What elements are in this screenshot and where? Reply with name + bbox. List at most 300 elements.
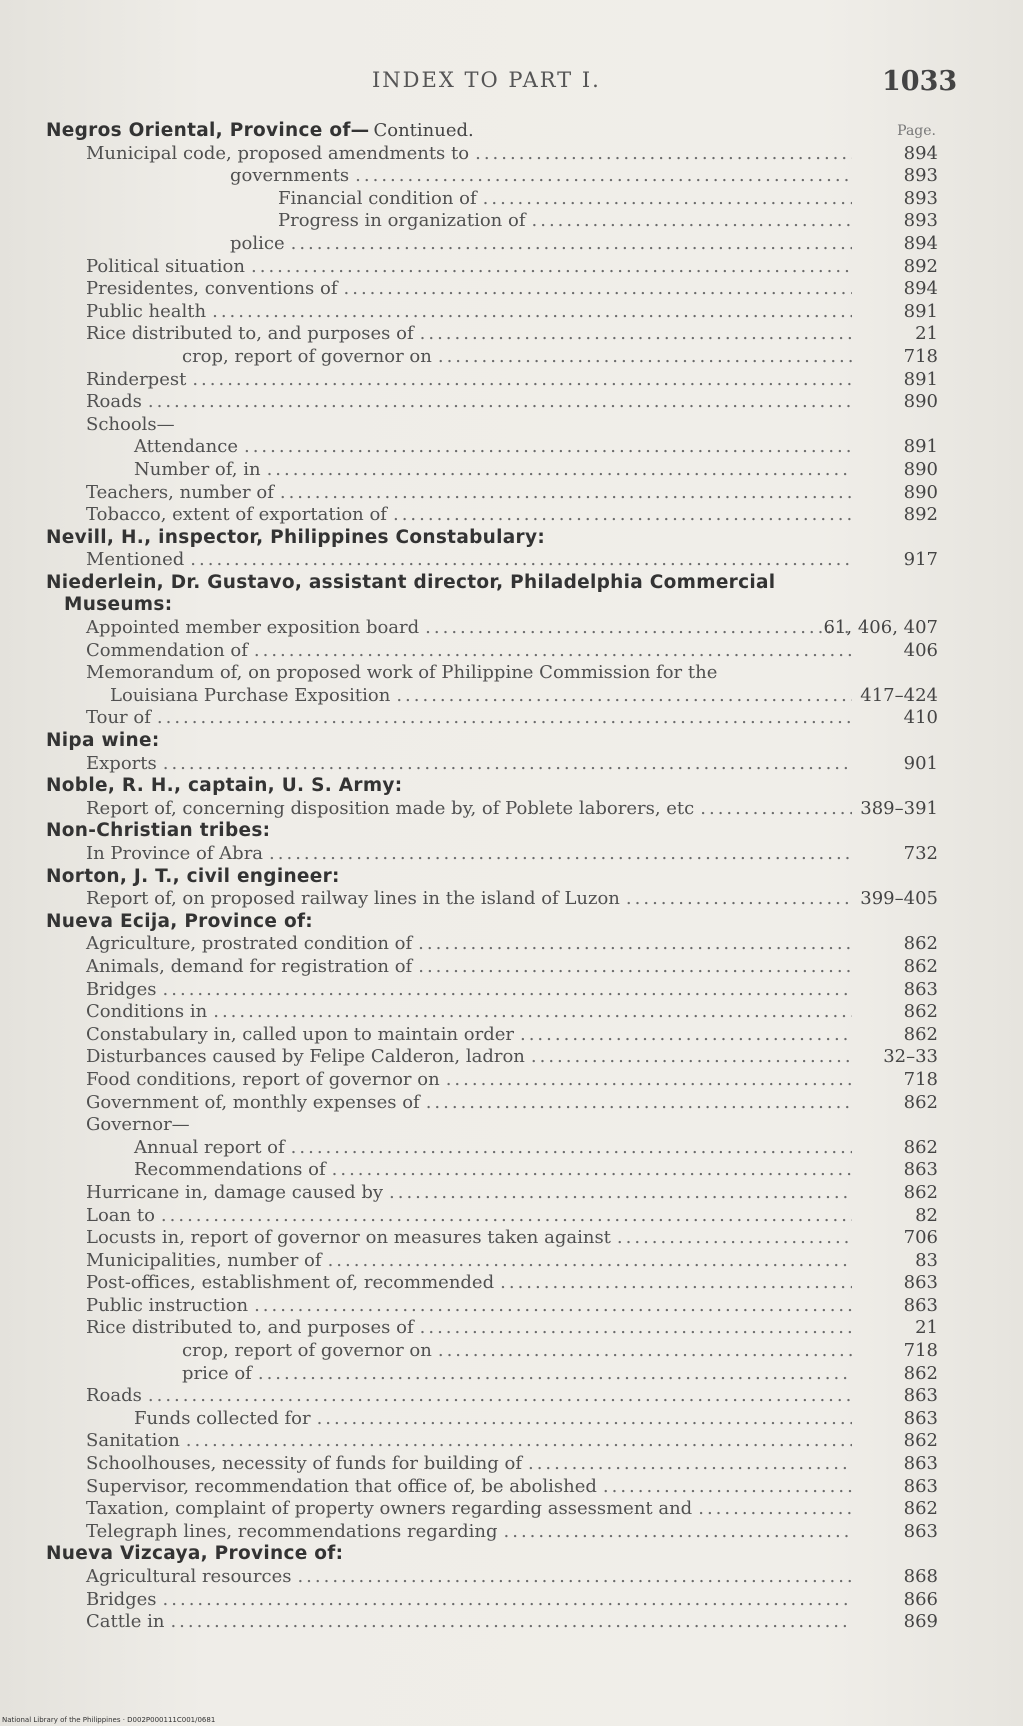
leader-dots [161,1205,852,1228]
entry-text: Roads [86,391,142,413]
page-reference: 21 [915,1317,938,1339]
index-heading [46,594,938,617]
entry-line [86,1205,858,1228]
index-entry [46,798,938,821]
entry-line [86,933,858,956]
index-entry [46,323,938,346]
entry-text: Rinderpest [86,368,187,390]
entry-text: Louisiana Purchase Exposition [110,684,391,706]
heading-text: Nueva Vizcaya, Province of: [46,1543,344,1565]
page-reference: 862 [903,933,938,955]
page-reference: 732 [903,843,938,864]
leader-dots [418,956,852,979]
index-entry [46,617,938,640]
entry-line [86,1476,858,1499]
leader-dots [190,549,852,572]
entry-text: Memorandum of, on proposed work of Philippine Commission for the [86,662,718,684]
index-entry [46,640,938,663]
index-entry [46,956,938,979]
leader-dots [438,346,852,369]
leader-dots [291,233,852,256]
index-entry [46,1317,938,1340]
heading-continued: Continued. [373,120,474,141]
page-reference: 894 [903,278,938,300]
entry-line [86,1611,858,1634]
index-heading [46,820,938,843]
leader-dots [617,1227,852,1250]
entry-text: Government of, monthly expenses of [86,1091,420,1113]
entry-text: Taxation, complaint of property owners regarding assessment and [86,1498,693,1520]
entry-line [86,888,858,911]
index-entry [46,436,938,459]
page-reference: 399–405 [860,888,938,910]
index-entry [46,1363,938,1386]
page-reference: 863 [903,1520,938,1542]
page-reference: 862 [903,1136,938,1158]
index-subheading [46,1114,938,1137]
index-entry [46,1476,938,1499]
page-reference: 893 [903,187,938,209]
page-reference: 890 [903,391,938,413]
entry-text: Report of, on proposed railway lines in the island of Luzon [86,888,620,910]
index-heading [46,911,938,934]
leader-dots [254,1295,852,1318]
index-entry [46,1069,938,1092]
index-entry [46,549,938,572]
entry-text: Agriculture, prostrated condition of [86,933,413,955]
entry-line [86,707,858,730]
entry-text: Public health [86,300,207,322]
entry-line [134,459,858,482]
entry-text: Food conditions, report of governor on [86,1068,440,1090]
leader-dots [163,979,852,1002]
page-reference: 389–391 [860,797,938,819]
index-entry [46,1453,938,1476]
leader-dots [698,1498,852,1521]
entry-line [86,1453,858,1476]
page-reference: 866 [903,1588,938,1610]
leader-dots [213,1001,852,1024]
page-reference: 32–33 [883,1046,938,1068]
index-list [46,120,938,1634]
entry-text: Presidentes, conventions of [86,278,338,300]
entry-text: Mentioned [86,549,185,571]
entry-line [182,346,858,369]
index-entry [46,1385,938,1408]
entry-line [86,1024,858,1047]
entry-line [86,979,858,1002]
index-entry [46,504,938,527]
entry-text: Loan to [86,1204,155,1226]
entry-text: crop, report of governor on [182,345,432,367]
entry-line [86,301,858,324]
entry-line [134,1408,858,1431]
entry-line [86,843,858,866]
leader-dots [170,1611,852,1634]
entry-line [86,504,858,527]
entry-line [86,1069,858,1092]
leader-dots [163,1589,852,1612]
index-entry [46,1205,938,1228]
entry-line [86,549,858,572]
entry-text: price of [182,1362,252,1384]
leader-dots [420,1317,852,1340]
entry-text: Tour of [86,707,151,729]
page-reference: 869 [903,1611,938,1633]
index-entry [46,482,938,505]
page-reference: 82 [915,1204,938,1226]
entry-text: Cattle in [86,1611,165,1633]
heading-text: Niederlein, Dr. Gustavo, assistant director, Philadelphia Commercial [46,571,776,593]
page-reference: 890 [903,458,938,480]
entry-text: Tobacco, extent of exportation of [86,504,387,526]
page-reference: 862 [903,955,938,977]
footer-credit: National Library of the Philippines · D002P000111C001/0681 [2,1716,216,1724]
index-heading [46,730,938,753]
entry-text: Municipalities, number of [86,1249,322,1271]
index-entry [46,1498,938,1521]
entry-text: Progress in organization of [278,210,526,232]
leader-dots [244,436,852,459]
heading-text: Noble, R. H., captain, U. S. Army: [46,775,403,797]
entry-text: Supervisor, recommendation that office of, be abolished [86,1475,597,1497]
index-entry [46,1159,938,1182]
index-entry [46,1295,938,1318]
index-entry [46,459,938,482]
leader-dots [267,459,852,482]
page-reference: 893 [903,210,938,232]
index-heading [46,120,938,143]
entry-text: governments [230,165,350,187]
entry-text: Post-offices, establishment of, recommended [86,1272,495,1294]
running-header [0,66,1023,106]
index-heading [46,866,938,889]
index-heading [46,1543,938,1566]
entry-line [86,1092,858,1115]
page-reference: 892 [903,504,938,526]
heading-text: Nevill, H., inspector, Philippines Constabulary: [46,526,546,548]
index-entry [46,1430,938,1453]
page-reference: 863 [903,978,938,1000]
index-entry [46,707,938,730]
entry-line [230,165,858,188]
leader-dots [251,256,852,279]
entry-text: Bridges [86,978,157,1000]
leader-dots [504,1521,852,1544]
entry-line [86,1498,858,1521]
leader-dots [418,933,852,956]
entry-line [182,1363,858,1386]
entry-line [86,369,858,392]
entry-line [86,1250,858,1273]
page-reference: 894 [903,232,938,254]
entry-line [134,436,858,459]
entry-text: Recommendations of [134,1159,326,1181]
entry-text: crop, report of governor on [182,1340,432,1362]
leader-dots [157,707,852,730]
page-reference: 863 [903,1407,938,1429]
leader-dots [148,391,852,414]
leader-dots [475,143,852,166]
page-reference: 863 [903,1453,938,1475]
entry-line [86,1272,858,1295]
page-reference: 891 [903,300,938,322]
leader-dots [280,482,852,505]
leader-dots [192,369,852,392]
entry-line [86,143,858,166]
index-entry [46,1589,938,1612]
entry-line [86,1566,858,1589]
page-reference: 862 [903,1023,938,1045]
leader-dots [426,1092,852,1115]
entry-text: Constabulary in, called upon to maintain order [86,1023,514,1045]
leader-dots [163,753,852,776]
page-reference: 863 [903,1475,938,1497]
page-reference: 892 [903,255,938,277]
entry-line [86,1295,858,1318]
entry-line [230,233,858,256]
entry-line [86,1385,858,1408]
leader-dots [297,1566,852,1589]
entry-line [86,1589,858,1612]
page-reference: 863 [903,1272,938,1294]
entry-line [134,1159,858,1182]
entry-text: Hurricane in, damage caused by [86,1181,384,1203]
entry-text: Exports [86,752,157,774]
index-entry [46,1611,938,1634]
page-column-label: Page. [897,123,936,139]
page-reference: 417–424 [860,684,938,706]
index-entry [46,1340,938,1363]
leader-dots [528,1453,852,1476]
entry-line [134,1137,858,1160]
index-entry [46,369,938,392]
entry-text: Sanitation [86,1430,180,1452]
entry-line [86,278,858,301]
entry-line [86,256,858,279]
index-entry [46,1137,938,1160]
entry-line [86,1001,858,1024]
entry-line [86,753,858,776]
entry-text: Governor— [86,1114,190,1136]
leader-dots [148,1385,852,1408]
entry-line [86,1046,858,1069]
index-entry [46,685,938,708]
entry-text: Political situation [86,255,245,277]
leader-dots [355,165,852,188]
page-reference: 901 [903,752,938,774]
page-reference: 891 [903,436,938,458]
index-entry [46,1566,938,1589]
leader-dots [344,278,853,301]
entry-text: Animals, demand for registration of [86,955,413,977]
entry-text: Commendation of [86,639,248,661]
index-entry [46,346,938,369]
index-entry [46,933,938,956]
leader-dots [531,1046,852,1069]
leader-dots [626,888,852,911]
leader-dots [254,640,852,663]
leader-dots [396,685,852,708]
page-reference: 863 [903,1159,938,1181]
leader-dots [532,210,853,233]
entry-text: Roads [86,1385,142,1407]
entry-line [182,1340,858,1363]
index-subheading [46,414,938,437]
entry-line [86,391,858,414]
index-entry [46,210,938,233]
leader-dots [483,188,852,211]
entry-text: Report of, concerning disposition made by, of Poblete laborers, etc [86,797,695,819]
page-reference: 894 [903,142,938,164]
page-reference: 863 [903,1385,938,1407]
entry-line [278,188,858,211]
page-reference: 893 [903,165,938,187]
entry-text: Schoolhouses, necessity of funds for building of [86,1453,522,1475]
entry-text: Rice distributed to, and purposes of [86,323,414,345]
page-reference: 718 [903,345,938,367]
heading-text: Nipa wine: [46,730,160,752]
leader-dots [212,301,852,324]
entry-text: Appointed member exposition board [86,617,420,639]
entry-line [86,1182,858,1205]
index-heading [46,572,938,595]
entry-line [110,685,858,708]
heading-text: Negros Oriental, Province of— [46,120,370,141]
entry-line [86,1227,858,1250]
index-heading [46,527,938,550]
index-entry [46,1182,938,1205]
entry-text: Number of, in [134,458,261,480]
index-entry [46,1250,938,1273]
page-reference: 863 [903,1294,938,1316]
page-reference: 862 [903,1430,938,1452]
index-entry [46,753,938,776]
entry-line [86,1430,858,1453]
heading-text: Non-Christian tribes: [46,820,271,842]
index-entry [46,165,938,188]
entry-text: In Province of Abra [86,843,264,864]
index-entry [46,256,938,279]
leader-dots [317,1408,852,1431]
index-entry [46,843,938,866]
page-reference: 410 [903,707,938,729]
leader-dots [420,323,852,346]
entry-line [86,617,858,640]
page-reference: 406 [903,639,938,661]
page-reference: 862 [903,1181,938,1203]
entry-line [86,956,858,979]
entry-text: Funds collected for [134,1407,311,1429]
entry-line [278,210,858,233]
leader-dots [186,1430,852,1453]
entry-text: Public instruction [86,1294,249,1316]
heading-text: Norton, J. T., civil engineer: [46,865,340,887]
entry-text: Locusts in, report of governor on measures taken against [86,1227,611,1249]
entry-line [86,1521,858,1544]
entry-text: Rice distributed to, and purposes of [86,1317,414,1339]
header-page-number: 1033 [882,66,958,97]
entry-text: Financial condition of [278,187,477,209]
leader-dots [389,1182,852,1205]
index-entry [46,1092,938,1115]
leader-dots [328,1250,852,1273]
page-reference: 706 [903,1227,938,1249]
page-reference: 868 [903,1566,938,1587]
index-entry [46,1408,938,1431]
entry-text: Conditions in [86,1001,208,1023]
index-entry [46,1024,938,1047]
page-reference: 862 [903,1498,938,1520]
leader-dots [269,843,852,866]
index-entry [46,1001,938,1024]
index-entry [46,1046,938,1069]
leader-dots [438,1340,852,1363]
entry-text: Annual report of [134,1136,285,1158]
entry-text: Telegraph lines, recommendations regarding [86,1520,498,1542]
page-reference: 891 [903,368,938,390]
index-entry [46,1227,938,1250]
leader-dots [393,504,852,527]
leader-dots [500,1272,852,1295]
page-reference: 718 [903,1340,938,1362]
index-entry [46,888,938,911]
entry-line [86,482,858,505]
index-subheading [46,662,938,685]
index-entry [46,301,938,324]
entry-text: police [230,232,285,254]
page-reference: 917 [903,549,938,571]
leader-dots [332,1159,852,1182]
entry-line [86,323,858,346]
page-reference: 718 [903,1068,938,1090]
entry-line [86,798,858,821]
page-reference: 890 [903,481,938,503]
page-reference: 21 [915,323,938,345]
index-entry [46,391,938,414]
heading-text: Museums: [64,594,173,616]
entry-text: Disturbances caused by Felipe Calderon, ladron [86,1046,525,1068]
leader-dots [446,1069,852,1092]
leader-dots [603,1476,852,1499]
index-entry [46,278,938,301]
leader-dots [700,798,852,821]
entry-line [86,640,858,663]
page-reference: 862 [903,1091,938,1113]
entry-text: Attendance [134,436,238,458]
entry-text: Agricultural resources [86,1566,292,1587]
heading-text: Nueva Ecija, Province of: [46,910,313,932]
index-entry [46,188,938,211]
index-entry [46,1272,938,1295]
header-title: INDEX TO PART I. [372,68,601,92]
entry-text: Schools— [86,413,175,435]
entry-line [86,1317,858,1340]
page-reference: 862 [903,1362,938,1384]
index-entry [46,143,938,166]
leader-dots [258,1363,852,1386]
entry-text: Teachers, number of [86,481,274,503]
page-reference: 61, 406, 407 [823,617,938,639]
leader-dots [425,617,852,640]
index-entry [46,979,938,1002]
entry-text: Bridges [86,1588,157,1610]
index-entry [46,1521,938,1544]
leader-dots [291,1137,852,1160]
leader-dots [520,1024,852,1047]
index-entry [46,233,938,256]
page-reference: 862 [903,1001,938,1023]
